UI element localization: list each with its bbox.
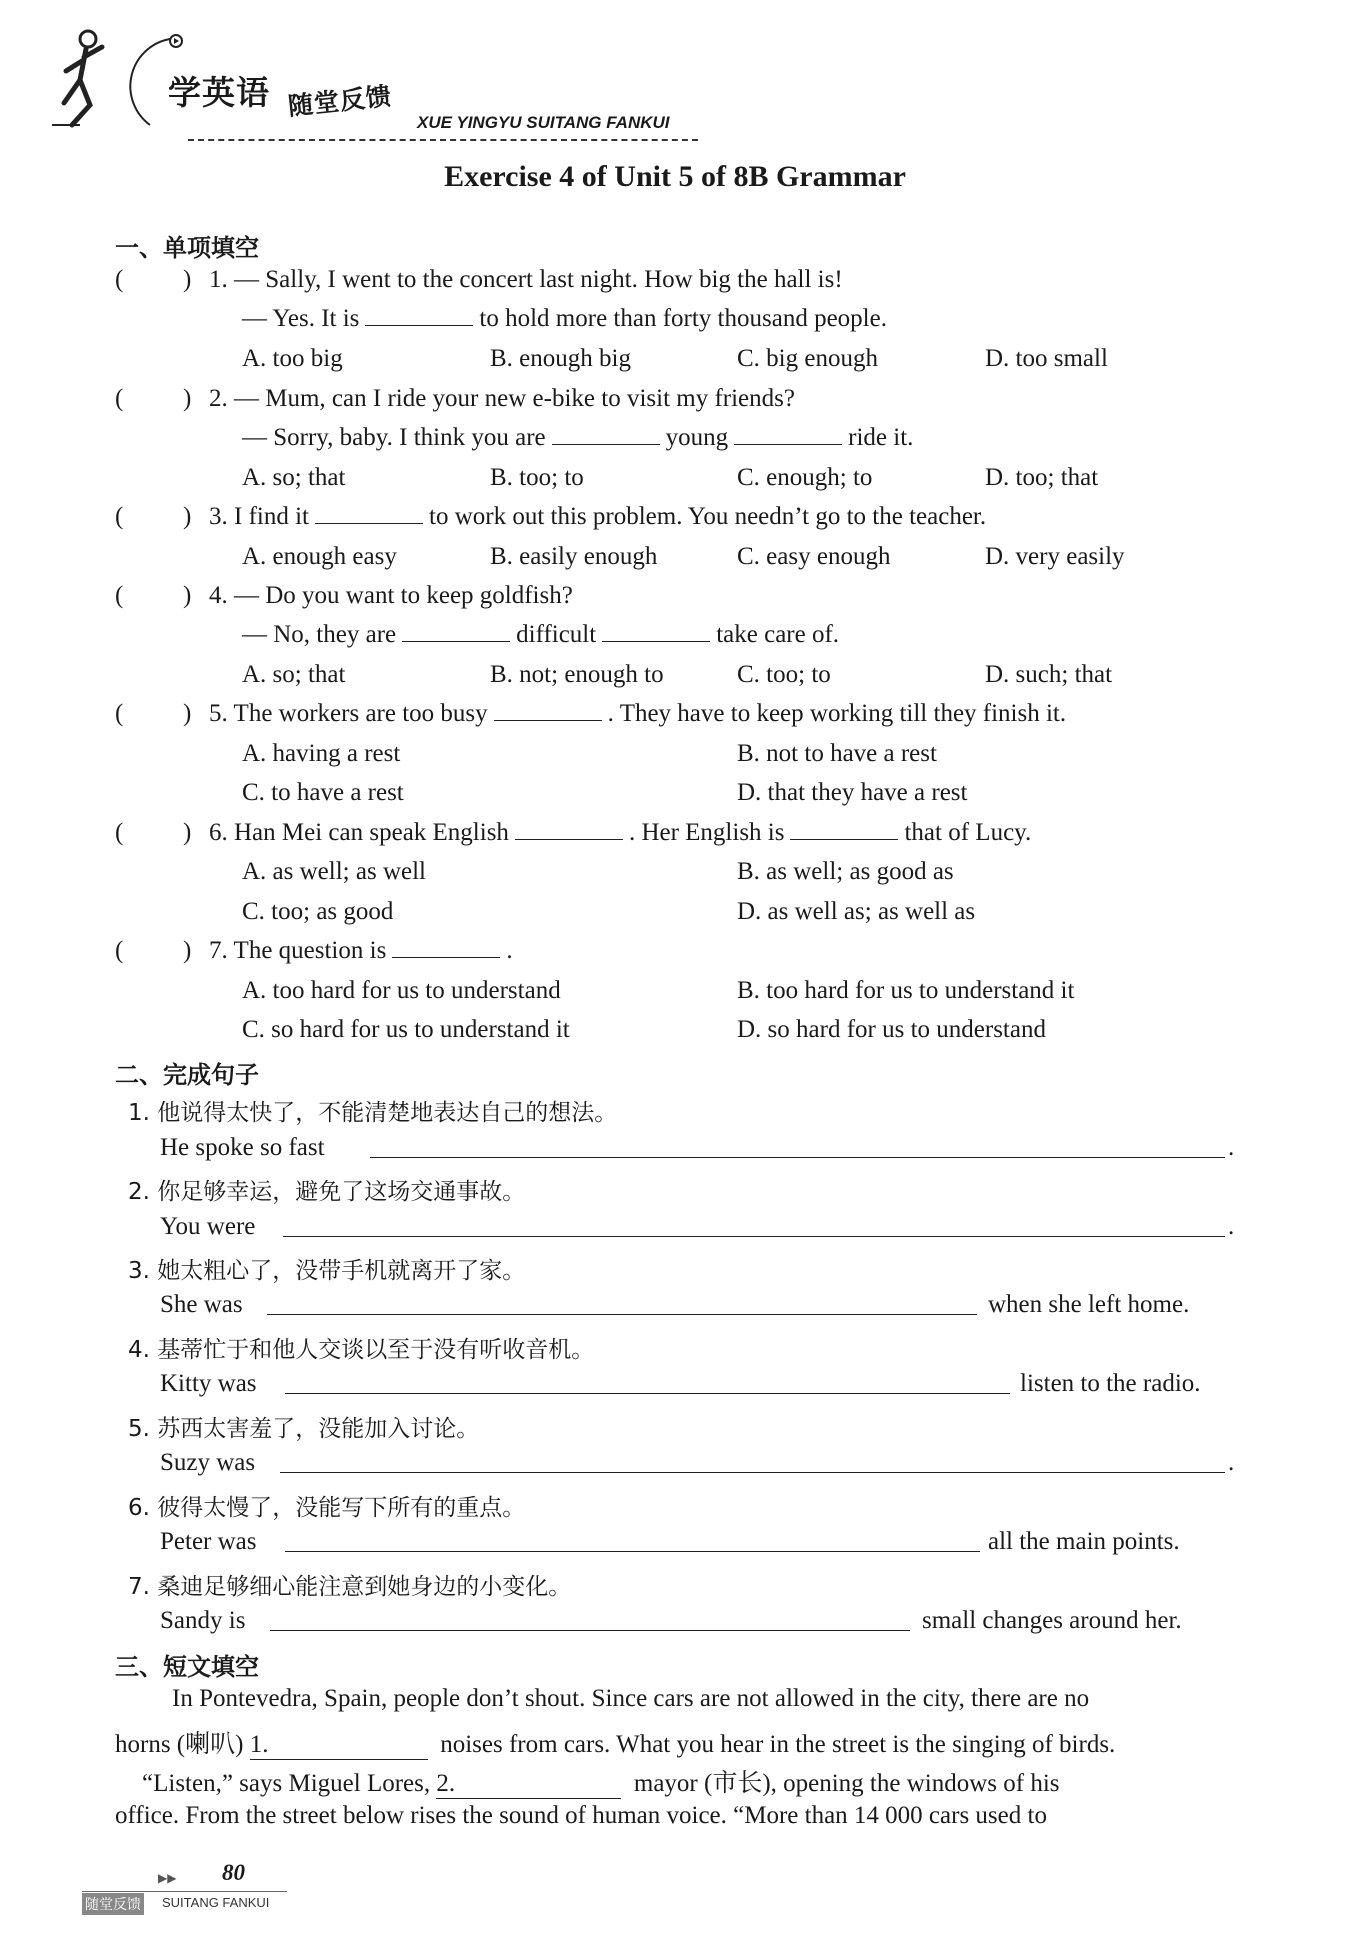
option[interactable]: A. having a rest: [242, 740, 401, 767]
question-1-line1: 1. — Sally, I went to the concert last night. How big the hall is!: [209, 266, 843, 293]
sentence-2-answer-line[interactable]: [283, 1236, 1225, 1237]
footer-label: 随堂反馈: [82, 1893, 144, 1915]
footer-pinyin: SUITANG FANKUI: [162, 1895, 270, 1910]
question-2-line1: 2. — Mum, can I ride your new e-bike to visit my friends?: [209, 385, 795, 412]
option[interactable]: B. not; enough to: [490, 661, 664, 688]
option[interactable]: C. big enough: [737, 345, 878, 372]
option[interactable]: C. so hard for us to understand it: [242, 1016, 570, 1043]
section2-heading: 二、完成句子: [115, 1061, 259, 1089]
header-divider: [188, 139, 698, 141]
sentence-7-start: Sandy is: [160, 1607, 246, 1634]
answer-paren[interactable]: ( ): [115, 700, 192, 727]
option[interactable]: B. as well; as good as: [737, 858, 954, 885]
sentence-6-answer-line[interactable]: [285, 1551, 980, 1552]
answer-paren[interactable]: ( ): [115, 582, 192, 609]
option[interactable]: A. as well; as well: [242, 858, 426, 885]
option[interactable]: B. too; to: [490, 464, 584, 491]
sentence-2-chinese: 2. 你足够幸运，避免了这场交通事故。: [128, 1179, 526, 1205]
sentence-5-answer-line[interactable]: [280, 1472, 1225, 1473]
answer-blank[interactable]: [602, 640, 710, 642]
passage-blank-2[interactable]: 2.: [436, 1770, 621, 1799]
option[interactable]: C. enough; to: [737, 464, 873, 491]
option[interactable]: D. such; that: [985, 661, 1113, 688]
option[interactable]: B. easily enough: [490, 543, 658, 570]
option[interactable]: A. so; that: [242, 661, 346, 688]
answer-paren[interactable]: ( ): [115, 385, 192, 412]
sentence-6-chinese: 6. 彼得太慢了，没能写下所有的重点。: [128, 1495, 526, 1521]
sentence-1-end: .: [1228, 1134, 1235, 1161]
sentence-5-start: Suzy was: [160, 1449, 256, 1476]
option[interactable]: D. very easily: [985, 543, 1125, 570]
footer-arrow-icon: ▶▶: [158, 1871, 177, 1885]
answer-blank[interactable]: [494, 719, 602, 721]
sentence-3-start: She was: [160, 1291, 243, 1318]
sentence-3-end: when she left home.: [988, 1291, 1190, 1318]
passage-line-3: “Listen,” says Miguel Lores, 2. mayor (市长), opening the windows of his: [142, 1770, 1060, 1797]
answer-blank[interactable]: [315, 522, 423, 524]
answer-blank[interactable]: [365, 324, 473, 326]
answer-blank[interactable]: [515, 838, 623, 840]
sentence-1-answer-line[interactable]: [370, 1157, 1225, 1158]
passage-blank-1[interactable]: 1.: [250, 1731, 428, 1760]
sentence-4-end: listen to the radio.: [1020, 1370, 1201, 1397]
sentence-4-start: Kitty was: [160, 1370, 257, 1397]
passage-line-4: office. From the street below rises the sound of human voice. “More than 14 000 cars used to: [115, 1802, 1047, 1829]
sentence-1-chinese: 1. 他说得太快了，不能清楚地表达自己的想法。: [128, 1100, 618, 1126]
header-logo: [50, 25, 670, 135]
answer-blank[interactable]: [552, 443, 660, 445]
sentence-3-chinese: 3. 她太粗心了，没带手机就离开了家。: [128, 1258, 526, 1284]
section3-heading: 三、短文填空: [115, 1653, 259, 1681]
answer-blank[interactable]: [790, 838, 898, 840]
option[interactable]: D. so hard for us to understand: [737, 1016, 1046, 1043]
question-5-line1: 5. The workers are too busy . They have to keep working till they finish it.: [209, 700, 1067, 727]
option[interactable]: B. not to have a rest: [737, 740, 937, 767]
option[interactable]: D. that they have a rest: [737, 779, 968, 806]
question-4-line2: — No, they are difficult take care of.: [242, 621, 840, 648]
header-subtitle: 随堂反馈: [286, 81, 394, 122]
sentence-4-chinese: 4. 基蒂忙于和他人交谈以至于没有听收音机。: [128, 1337, 595, 1363]
option[interactable]: C. to have a rest: [242, 779, 404, 806]
sentence-2-end: .: [1228, 1213, 1235, 1240]
sentence-5-chinese: 5. 苏西太害羞了，没能加入讨论。: [128, 1416, 480, 1442]
answer-blank[interactable]: [734, 443, 842, 445]
footer-divider: [82, 1891, 287, 1892]
option[interactable]: C. easy enough: [737, 543, 891, 570]
sentence-7-chinese: 7. 桑迪足够细心能注意到她身边的小变化。: [128, 1574, 572, 1600]
page-number: 80: [222, 1860, 245, 1885]
answer-paren[interactable]: ( ): [115, 819, 192, 846]
option[interactable]: C. too; as good: [242, 898, 394, 925]
option[interactable]: B. enough big: [490, 345, 631, 372]
sentence-7-end: small changes around her.: [922, 1607, 1182, 1634]
answer-paren[interactable]: ( ): [115, 266, 192, 293]
header-pinyin: XUE YINGYU SUITANG FANKUI: [417, 113, 670, 132]
option[interactable]: A. enough easy: [242, 543, 397, 570]
question-2-line2: — Sorry, baby. I think you are young ride it.: [242, 424, 914, 451]
option[interactable]: D. as well as; as well as: [737, 898, 976, 925]
question-7-line1: 7. The question is .: [209, 937, 513, 964]
passage-line-1: In Pontevedra, Spain, people don’t shout. Since cars are not allowed in the city, there are no: [172, 1685, 1090, 1712]
sentence-5-end: .: [1228, 1449, 1235, 1476]
passage-line-2: horns (喇叭) 1. noises from cars. What you hear in the street is the singing of birds.: [115, 1731, 1116, 1758]
sentence-1-start: He spoke so fast: [160, 1134, 325, 1161]
option[interactable]: D. too small: [985, 345, 1108, 372]
sentence-4-answer-line[interactable]: [285, 1393, 1010, 1394]
sentence-6-end: all the main points.: [988, 1528, 1180, 1555]
answer-blank[interactable]: [402, 640, 510, 642]
option[interactable]: A. so; that: [242, 464, 346, 491]
sentence-7-answer-line[interactable]: [270, 1630, 910, 1631]
option[interactable]: A. too big: [242, 345, 343, 372]
answer-paren[interactable]: ( ): [115, 503, 192, 530]
sentence-2-start: You were: [160, 1213, 256, 1240]
answer-blank[interactable]: [392, 956, 500, 958]
option[interactable]: B. too hard for us to understand it: [737, 977, 1075, 1004]
answer-paren[interactable]: ( ): [115, 937, 192, 964]
sentence-6-start: Peter was: [160, 1528, 257, 1555]
sentence-3-answer-line[interactable]: [267, 1314, 977, 1315]
exercise-title: Exercise 4 of Unit 5 of 8B Grammar: [444, 160, 906, 193]
option[interactable]: C. too; to: [737, 661, 831, 688]
section1-heading: 一、单项填空: [115, 234, 259, 262]
option[interactable]: A. too hard for us to understand: [242, 977, 561, 1004]
question-3-line1: 3. I find it to work out this problem. You needn’t go to the teacher.: [209, 503, 987, 530]
header-title: 学英语: [168, 73, 270, 112]
question-6-line1: 6. Han Mei can speak English . Her English is that of Lucy.: [209, 819, 1032, 846]
option[interactable]: D. too; that: [985, 464, 1099, 491]
question-1-line2: — Yes. It is to hold more than forty thousand people.: [242, 305, 887, 332]
question-4-line1: 4. — Do you want to keep goldfish?: [209, 582, 573, 609]
